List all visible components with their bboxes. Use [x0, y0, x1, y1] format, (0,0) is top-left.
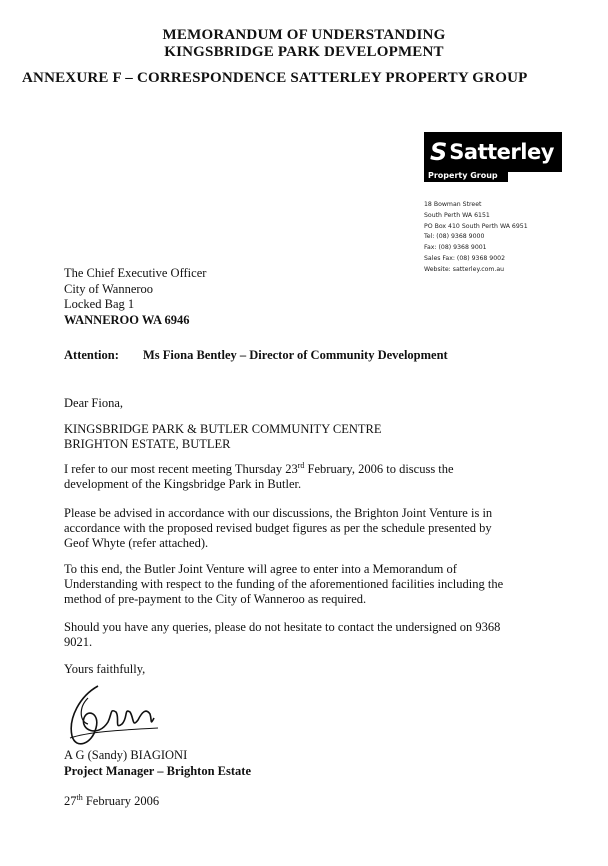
recipient-line: WANNEROO WA 6946 — [64, 312, 190, 327]
logo-name: Satterley — [449, 140, 554, 164]
attention-name: Ms Fiona Bentley – Director of Community Development — [143, 348, 448, 362]
satterley-mark-icon: S — [430, 138, 448, 166]
closing: Yours faithfully, — [64, 662, 146, 676]
signature-image — [58, 678, 168, 758]
paragraph-4: Should you have any queries, please do not hesitate to contact the undersigned on 9368 9021. — [64, 620, 501, 649]
letter-date — [64, 794, 159, 809]
memo-title: MEMORANDUM OF UNDERSTANDING — [162, 27, 446, 43]
contact-po-box: PO Box 410 South Perth WA 6951 — [424, 222, 528, 230]
subject-line: KINGSBRIDGE PARK & BUTLER COMMUNITY CENTRE — [64, 422, 382, 436]
contact-street: 18 Bowman Street — [424, 201, 482, 208]
p1-text-rest: February, 2006 to discuss the development of the Kingsbridge Park in Butler. — [64, 462, 454, 491]
contact-block — [424, 200, 528, 276]
contact-website: Website: satterley.com.au — [424, 265, 505, 273]
date-rest: February 2006 — [82, 794, 160, 808]
contact-tel: Tel: (08) 9368 9000 — [424, 233, 485, 241]
subject-line: BRIGHTON ESTATE, BUTLER — [64, 437, 231, 451]
annexure-heading: ANNEXURE F – CORRESPONDENCE SATTERLEY PROPERTY GROUP — [22, 70, 528, 86]
p1-text: I refer to our most recent meeting Thursday 23 — [64, 462, 298, 476]
paragraph-3: To this end, the Butler Joint Venture will agree to enter into a Memorandum of Understanding with respect to the funding of the aforementioned facilities including the method of pre-payment to the City of Wanneroo as required. — [64, 562, 504, 606]
attention-label: Attention: — [64, 348, 119, 362]
recipient-line: City of Wanneroo — [64, 281, 154, 296]
salutation: Dear Fiona, — [64, 396, 124, 410]
recipient-address — [64, 266, 206, 328]
memo-subtitle: KINGSBRIDGE PARK DEVELOPMENT — [164, 44, 444, 60]
contact-sales-fax: Sales Fax: (08) 9368 9002 — [424, 254, 506, 262]
subject — [64, 422, 382, 452]
recipient-line: The Chief Executive Officer — [64, 266, 207, 280]
date-sup: th — [76, 792, 83, 802]
signatory-title: Project Manager – Brighton Estate — [64, 764, 251, 778]
p1-sup: rd — [297, 460, 305, 470]
date-day: 27 — [64, 794, 77, 808]
contact-suburb: South Perth WA 6151 — [424, 211, 490, 219]
paragraph-1 — [64, 462, 504, 492]
recipient-line: Locked Bag 1 — [64, 297, 135, 311]
signatory-name: A G (Sandy) BIAGIONI — [64, 748, 188, 762]
paragraph-2: Please be advised in accordance with our discussions, the Brighton Joint Venture is in accordance with the proposed revised budget figures as per the schedule presented by Geof Whyte (refer attached). — [64, 506, 493, 550]
contact-fax: Fax: (08) 9368 9001 — [424, 244, 487, 252]
logo-tagline: Property Group — [424, 169, 508, 182]
